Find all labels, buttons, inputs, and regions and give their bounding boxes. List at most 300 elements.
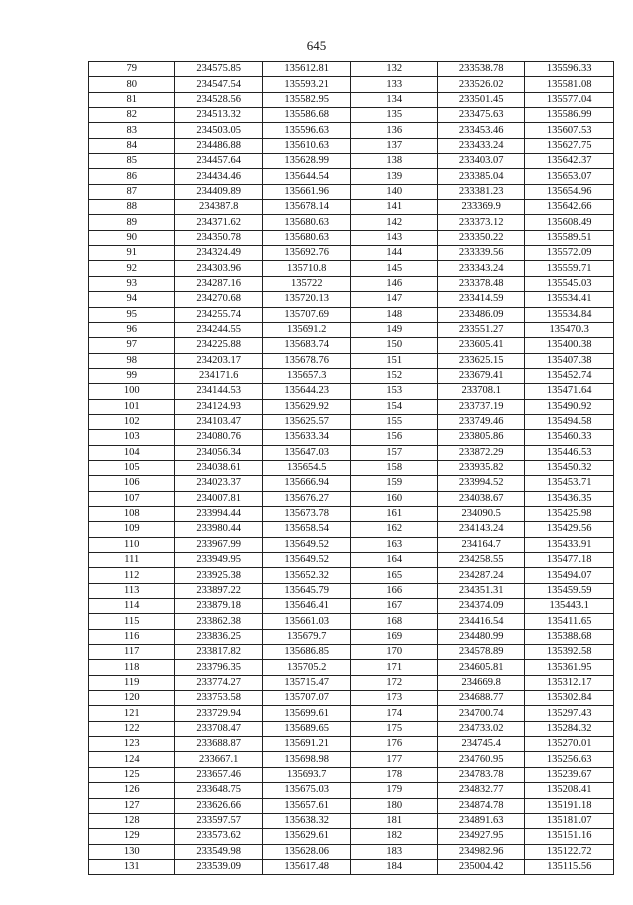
point-number-left: 120: [89, 691, 175, 706]
y-coordinate-left: 135676.27: [262, 491, 351, 506]
x-coordinate-right: 233433.24: [437, 138, 525, 153]
y-coordinate-left: 135699.61: [262, 706, 351, 721]
point-number-left: 97: [89, 338, 175, 353]
point-number-right: 159: [351, 476, 437, 491]
point-number-left: 110: [89, 537, 175, 552]
point-number-left: 123: [89, 737, 175, 752]
y-coordinate-left: 135705.2: [262, 660, 351, 675]
point-number-left: 96: [89, 322, 175, 337]
x-coordinate-right: 233935.82: [437, 460, 525, 475]
point-number-right: 170: [351, 645, 437, 660]
point-number-right: 142: [351, 215, 437, 230]
point-number-left: 117: [89, 645, 175, 660]
point-number-right: 178: [351, 767, 437, 782]
point-number-right: 154: [351, 399, 437, 414]
point-number-right: 155: [351, 414, 437, 429]
point-number-left: 103: [89, 430, 175, 445]
point-number-left: 108: [89, 506, 175, 521]
point-number-right: 163: [351, 537, 437, 552]
y-coordinate-right: 135443.1: [525, 599, 614, 614]
point-number-left: 104: [89, 445, 175, 460]
y-coordinate-right: 135589.51: [525, 230, 614, 245]
table-row: [89, 414, 614, 429]
x-coordinate-right: 234258.55: [437, 553, 525, 568]
y-coordinate-right: 135312.17: [525, 675, 614, 690]
x-coordinate-left: 234486.88: [175, 138, 263, 153]
y-coordinate-left: 135649.52: [262, 553, 351, 568]
point-number-left: 105: [89, 460, 175, 475]
point-number-right: 184: [351, 859, 437, 874]
y-coordinate-right: 135361.95: [525, 660, 614, 675]
table-row: [89, 537, 614, 552]
table-row: [89, 169, 614, 184]
x-coordinate-left: 233657.46: [175, 767, 263, 782]
y-coordinate-left: 135683.74: [262, 338, 351, 353]
y-coordinate-right: 135607.53: [525, 123, 614, 138]
x-coordinate-right: 233551.27: [437, 322, 525, 337]
x-coordinate-left: 234144.53: [175, 384, 263, 399]
point-number-left: 82: [89, 108, 175, 123]
x-coordinate-right: 233805.86: [437, 430, 525, 445]
table-row: [89, 491, 614, 506]
x-coordinate-left: 234287.16: [175, 276, 263, 291]
point-number-left: 119: [89, 675, 175, 690]
x-coordinate-left: 233708.47: [175, 721, 263, 736]
x-coordinate-right: 234669.8: [437, 675, 525, 690]
table-row: [89, 476, 614, 491]
y-coordinate-right: 135446.53: [525, 445, 614, 460]
table-row: [89, 583, 614, 598]
point-number-left: 122: [89, 721, 175, 736]
y-coordinate-left: 135707.07: [262, 691, 351, 706]
point-number-right: 140: [351, 184, 437, 199]
y-coordinate-left: 135675.03: [262, 783, 351, 798]
point-number-left: 126: [89, 783, 175, 798]
y-coordinate-right: 135115.56: [525, 859, 614, 874]
table-row: [89, 292, 614, 307]
x-coordinate-right: 233373.12: [437, 215, 525, 230]
table-row: [89, 721, 614, 736]
x-coordinate-right: 233378.48: [437, 276, 525, 291]
point-number-left: 88: [89, 200, 175, 215]
y-coordinate-left: 135633.34: [262, 430, 351, 445]
y-coordinate-left: 135625.57: [262, 414, 351, 429]
y-coordinate-right: 135239.67: [525, 767, 614, 782]
x-coordinate-right: 234351.31: [437, 583, 525, 598]
x-coordinate-left: 233836.25: [175, 629, 263, 644]
y-coordinate-right: 135453.71: [525, 476, 614, 491]
x-coordinate-left: 234324.49: [175, 246, 263, 261]
point-number-left: 111: [89, 553, 175, 568]
y-coordinate-right: 135494.07: [525, 568, 614, 583]
point-number-right: 149: [351, 322, 437, 337]
table-row: [89, 246, 614, 261]
point-number-right: 168: [351, 614, 437, 629]
x-coordinate-left: 233549.98: [175, 844, 263, 859]
x-coordinate-right: 234038.67: [437, 491, 525, 506]
y-coordinate-left: 135707.69: [262, 307, 351, 322]
y-coordinate-right: 135470.3: [525, 322, 614, 337]
y-coordinate-left: 135680.63: [262, 215, 351, 230]
point-number-right: 153: [351, 384, 437, 399]
table-row: [89, 92, 614, 107]
point-number-right: 182: [351, 829, 437, 844]
y-coordinate-left: 135658.54: [262, 522, 351, 537]
table-row: [89, 829, 614, 844]
y-coordinate-right: 135608.49: [525, 215, 614, 230]
x-coordinate-right: 233605.41: [437, 338, 525, 353]
y-coordinate-left: 135679.7: [262, 629, 351, 644]
y-coordinate-right: 135477.18: [525, 553, 614, 568]
point-number-right: 171: [351, 660, 437, 675]
point-number-right: 177: [351, 752, 437, 767]
table-row: [89, 614, 614, 629]
y-coordinate-left: 135593.21: [262, 77, 351, 92]
point-number-left: 87: [89, 184, 175, 199]
table-row: [89, 108, 614, 123]
point-number-left: 116: [89, 629, 175, 644]
table-row: [89, 338, 614, 353]
point-number-left: 106: [89, 476, 175, 491]
x-coordinate-left: 233774.27: [175, 675, 263, 690]
x-coordinate-right: 234891.63: [437, 813, 525, 828]
table-row: [89, 767, 614, 782]
point-number-left: 89: [89, 215, 175, 230]
table-row: [89, 154, 614, 169]
table-row: [89, 384, 614, 399]
point-number-right: 162: [351, 522, 437, 537]
x-coordinate-left: 234575.85: [175, 62, 263, 77]
point-number-right: 165: [351, 568, 437, 583]
point-number-right: 152: [351, 368, 437, 383]
table-row: [89, 813, 614, 828]
y-coordinate-left: 135710.8: [262, 261, 351, 276]
point-number-right: 179: [351, 783, 437, 798]
x-coordinate-left: 233729.94: [175, 706, 263, 721]
y-coordinate-right: 135452.74: [525, 368, 614, 383]
point-number-left: 102: [89, 414, 175, 429]
y-coordinate-left: 135722: [262, 276, 351, 291]
x-coordinate-right: 233708.1: [437, 384, 525, 399]
y-coordinate-left: 135692.76: [262, 246, 351, 261]
table-row: [89, 123, 614, 138]
point-number-left: 112: [89, 568, 175, 583]
y-coordinate-left: 135638.32: [262, 813, 351, 828]
point-number-right: 134: [351, 92, 437, 107]
y-coordinate-right: 135407.38: [525, 353, 614, 368]
y-coordinate-left: 135646.41: [262, 599, 351, 614]
x-coordinate-left: 234124.93: [175, 399, 263, 414]
table-row: [89, 445, 614, 460]
x-coordinate-left: 233667.1: [175, 752, 263, 767]
point-number-right: 174: [351, 706, 437, 721]
x-coordinate-right: 234416.54: [437, 614, 525, 629]
table-row: [89, 138, 614, 153]
x-coordinate-left: 233949.95: [175, 553, 263, 568]
y-coordinate-right: 135627.75: [525, 138, 614, 153]
x-coordinate-right: 234578.89: [437, 645, 525, 660]
x-coordinate-right: 233749.46: [437, 414, 525, 429]
table-row: [89, 737, 614, 752]
table-row: [89, 553, 614, 568]
x-coordinate-right: 234982.96: [437, 844, 525, 859]
point-number-right: 169: [351, 629, 437, 644]
y-coordinate-right: 135122.72: [525, 844, 614, 859]
point-number-left: 84: [89, 138, 175, 153]
point-number-left: 118: [89, 660, 175, 675]
y-coordinate-right: 135494.58: [525, 414, 614, 429]
point-number-right: 172: [351, 675, 437, 690]
y-coordinate-right: 135436.35: [525, 491, 614, 506]
point-number-left: 80: [89, 77, 175, 92]
point-number-right: 167: [351, 599, 437, 614]
x-coordinate-left: 234513.32: [175, 108, 263, 123]
x-coordinate-right: 233381.23: [437, 184, 525, 199]
x-coordinate-left: 234528.56: [175, 92, 263, 107]
point-number-right: 161: [351, 506, 437, 521]
x-coordinate-left: 234371.62: [175, 215, 263, 230]
x-coordinate-left: 234457.64: [175, 154, 263, 169]
point-number-left: 131: [89, 859, 175, 874]
x-coordinate-left: 234225.88: [175, 338, 263, 353]
point-number-left: 101: [89, 399, 175, 414]
y-coordinate-left: 135649.52: [262, 537, 351, 552]
y-coordinate-right: 135642.37: [525, 154, 614, 169]
point-number-left: 90: [89, 230, 175, 245]
x-coordinate-right: 233501.45: [437, 92, 525, 107]
y-coordinate-left: 135629.61: [262, 829, 351, 844]
x-coordinate-right: 233385.04: [437, 169, 525, 184]
point-number-left: 98: [89, 353, 175, 368]
table-row: [89, 675, 614, 690]
x-coordinate-right: 233526.02: [437, 77, 525, 92]
y-coordinate-right: 135297.43: [525, 706, 614, 721]
point-number-right: 137: [351, 138, 437, 153]
point-number-left: 115: [89, 614, 175, 629]
x-coordinate-right: 234700.74: [437, 706, 525, 721]
y-coordinate-right: 135208.41: [525, 783, 614, 798]
table-row: [89, 568, 614, 583]
y-coordinate-left: 135645.79: [262, 583, 351, 598]
point-number-left: 125: [89, 767, 175, 782]
table-row: [89, 522, 614, 537]
y-coordinate-right: 135302.84: [525, 691, 614, 706]
x-coordinate-left: 234547.54: [175, 77, 263, 92]
point-number-left: 100: [89, 384, 175, 399]
x-coordinate-right: 234143.24: [437, 522, 525, 537]
point-number-right: 148: [351, 307, 437, 322]
y-coordinate-left: 135652.32: [262, 568, 351, 583]
table-row: [89, 261, 614, 276]
table-row: [89, 460, 614, 475]
point-number-left: 109: [89, 522, 175, 537]
x-coordinate-right: 234605.81: [437, 660, 525, 675]
y-coordinate-right: 135429.56: [525, 522, 614, 537]
point-number-right: 183: [351, 844, 437, 859]
x-coordinate-right: 233538.78: [437, 62, 525, 77]
x-coordinate-right: 234874.78: [437, 798, 525, 813]
y-coordinate-left: 135698.98: [262, 752, 351, 767]
y-coordinate-left: 135673.78: [262, 506, 351, 521]
x-coordinate-right: 233872.29: [437, 445, 525, 460]
point-number-right: 157: [351, 445, 437, 460]
y-coordinate-left: 135678.14: [262, 200, 351, 215]
y-coordinate-right: 135270.01: [525, 737, 614, 752]
x-coordinate-right: 233343.24: [437, 261, 525, 276]
point-number-right: 158: [351, 460, 437, 475]
y-coordinate-left: 135691.21: [262, 737, 351, 752]
table-row: [89, 353, 614, 368]
y-coordinate-right: 135450.32: [525, 460, 614, 475]
x-coordinate-left: 233994.44: [175, 506, 263, 521]
table-row: [89, 276, 614, 291]
table-row: [89, 752, 614, 767]
point-number-right: 156: [351, 430, 437, 445]
x-coordinate-left: 234038.61: [175, 460, 263, 475]
x-coordinate-right: 233403.07: [437, 154, 525, 169]
point-number-left: 83: [89, 123, 175, 138]
x-coordinate-right: 234374.09: [437, 599, 525, 614]
point-number-right: 138: [351, 154, 437, 169]
point-number-right: 133: [351, 77, 437, 92]
point-number-left: 79: [89, 62, 175, 77]
y-coordinate-left: 135693.7: [262, 767, 351, 782]
x-coordinate-left: 233817.82: [175, 645, 263, 660]
table-row: [89, 599, 614, 614]
y-coordinate-right: 135586.99: [525, 108, 614, 123]
point-number-left: 85: [89, 154, 175, 169]
x-coordinate-right: 233350.22: [437, 230, 525, 245]
y-coordinate-left: 135666.94: [262, 476, 351, 491]
table-row: [89, 184, 614, 199]
x-coordinate-left: 233539.09: [175, 859, 263, 874]
point-number-right: 139: [351, 169, 437, 184]
y-coordinate-right: 135572.09: [525, 246, 614, 261]
x-coordinate-left: 233573.62: [175, 829, 263, 844]
table-row: [89, 691, 614, 706]
y-coordinate-right: 135181.07: [525, 813, 614, 828]
x-coordinate-right: 234760.95: [437, 752, 525, 767]
y-coordinate-right: 135581.08: [525, 77, 614, 92]
y-coordinate-right: 135654.96: [525, 184, 614, 199]
table-row: [89, 798, 614, 813]
y-coordinate-left: 135657.3: [262, 368, 351, 383]
table-row: [89, 368, 614, 383]
y-coordinate-right: 135534.41: [525, 292, 614, 307]
point-number-left: 128: [89, 813, 175, 828]
point-number-right: 180: [351, 798, 437, 813]
x-coordinate-left: 233796.35: [175, 660, 263, 675]
x-coordinate-left: 234203.17: [175, 353, 263, 368]
x-coordinate-left: 233753.58: [175, 691, 263, 706]
x-coordinate-left: 234387.8: [175, 200, 263, 215]
y-coordinate-left: 135628.99: [262, 154, 351, 169]
x-coordinate-left: 234255.74: [175, 307, 263, 322]
x-coordinate-right: 235004.42: [437, 859, 525, 874]
y-coordinate-left: 135644.54: [262, 169, 351, 184]
table-row: [89, 230, 614, 245]
y-coordinate-left: 135612.81: [262, 62, 351, 77]
x-coordinate-right: 233414.59: [437, 292, 525, 307]
y-coordinate-left: 135678.76: [262, 353, 351, 368]
x-coordinate-right: 233369.9: [437, 200, 525, 215]
point-number-right: 136: [351, 123, 437, 138]
point-number-right: 173: [351, 691, 437, 706]
x-coordinate-left: 234270.68: [175, 292, 263, 307]
point-number-left: 107: [89, 491, 175, 506]
y-coordinate-left: 135628.06: [262, 844, 351, 859]
x-coordinate-right: 234480.99: [437, 629, 525, 644]
y-coordinate-left: 135657.61: [262, 798, 351, 813]
x-coordinate-left: 234409.89: [175, 184, 263, 199]
point-number-left: 127: [89, 798, 175, 813]
x-coordinate-left: 234023.37: [175, 476, 263, 491]
x-coordinate-left: 233648.75: [175, 783, 263, 798]
x-coordinate-left: 233925.38: [175, 568, 263, 583]
point-number-left: 93: [89, 276, 175, 291]
y-coordinate-right: 135642.66: [525, 200, 614, 215]
table-row: [89, 215, 614, 230]
table-row: [89, 629, 614, 644]
x-coordinate-right: 233737.19: [437, 399, 525, 414]
y-coordinate-right: 135459.59: [525, 583, 614, 598]
x-coordinate-right: 233679.41: [437, 368, 525, 383]
y-coordinate-right: 135471.64: [525, 384, 614, 399]
x-coordinate-left: 234434.46: [175, 169, 263, 184]
y-coordinate-right: 135256.63: [525, 752, 614, 767]
point-number-left: 121: [89, 706, 175, 721]
point-number-left: 92: [89, 261, 175, 276]
table-row: [89, 645, 614, 660]
point-number-left: 114: [89, 599, 175, 614]
point-number-right: 141: [351, 200, 437, 215]
point-number-left: 130: [89, 844, 175, 859]
table-row: [89, 307, 614, 322]
x-coordinate-left: 234056.34: [175, 445, 263, 460]
x-coordinate-left: 234503.05: [175, 123, 263, 138]
y-coordinate-left: 135689.65: [262, 721, 351, 736]
point-number-right: 176: [351, 737, 437, 752]
page-number: 645: [306, 38, 327, 53]
y-coordinate-right: 135460.33: [525, 430, 614, 445]
x-coordinate-right: 233625.15: [437, 353, 525, 368]
x-coordinate-right: 234927.95: [437, 829, 525, 844]
point-number-left: 86: [89, 169, 175, 184]
x-coordinate-right: 233994.52: [437, 476, 525, 491]
table-row: [89, 77, 614, 92]
point-number-right: 135: [351, 108, 437, 123]
x-coordinate-right: 234688.77: [437, 691, 525, 706]
x-coordinate-right: 234164.7: [437, 537, 525, 552]
y-coordinate-right: 135425.98: [525, 506, 614, 521]
y-coordinate-right: 135388.68: [525, 629, 614, 644]
x-coordinate-right: 233453.46: [437, 123, 525, 138]
x-coordinate-right: 234287.24: [437, 568, 525, 583]
table-row: [89, 399, 614, 414]
table-row: [89, 783, 614, 798]
x-coordinate-left: 234103.47: [175, 414, 263, 429]
x-coordinate-right: 234090.5: [437, 506, 525, 521]
y-coordinate-left: 135661.96: [262, 184, 351, 199]
y-coordinate-left: 135617.48: [262, 859, 351, 874]
y-coordinate-left: 135586.68: [262, 108, 351, 123]
y-coordinate-right: 135545.03: [525, 276, 614, 291]
y-coordinate-left: 135715.47: [262, 675, 351, 690]
y-coordinate-right: 135411.65: [525, 614, 614, 629]
y-coordinate-left: 135691.2: [262, 322, 351, 337]
y-coordinate-right: 135490.92: [525, 399, 614, 414]
table-row: [89, 660, 614, 675]
